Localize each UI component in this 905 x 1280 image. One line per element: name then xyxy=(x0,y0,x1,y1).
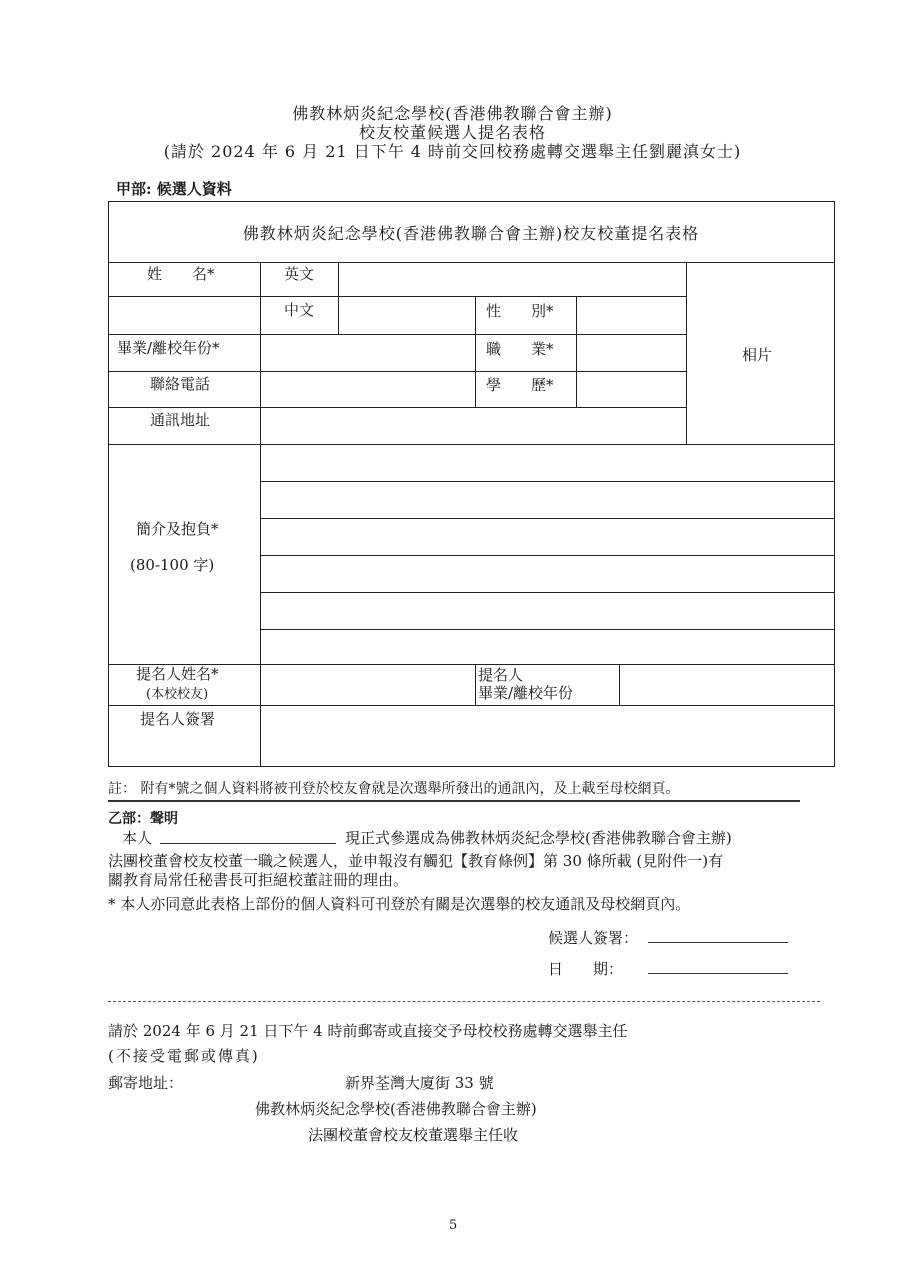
nominator-year-label-2: 畢業/離校年份 xyxy=(478,684,574,702)
phone-label: 聯絡電話 xyxy=(150,375,211,393)
graduation-year-label: 畢業/離校年份* xyxy=(117,339,220,357)
candidate-signature-line[interactable] xyxy=(648,942,788,943)
gender-field[interactable] xyxy=(577,297,685,334)
footer-deadline: 請於 2024 年 6 月 21 日下午 4 時前郵寄或直接交予母校校務處轉交選舉主任 xyxy=(108,1022,628,1040)
declaration-prefix: 本人 xyxy=(122,829,153,847)
photo-label: 相片 xyxy=(742,346,773,364)
nominator-year-field[interactable] xyxy=(620,665,833,705)
graduation-year-field[interactable] xyxy=(261,335,474,371)
mailing-address-line-1: 新界荃灣大廈街 33 號 xyxy=(345,1074,494,1092)
declaration-line-2: 法團校董會校友校董一職之候選人，並申報沒有觸犯【教育條例】第 30 條所載 (見附件一)有 xyxy=(108,852,724,870)
chinese-name-label: 中文 xyxy=(284,301,315,319)
cut-line xyxy=(108,1001,820,1002)
form-title: 佛教林炳炎紀念學校(香港佛教聯合會主辦)校友校董提名表格 xyxy=(242,224,700,243)
mailing-address-label: 郵寄地址： xyxy=(108,1074,184,1092)
education-field[interactable] xyxy=(577,372,685,407)
nominator-name-field[interactable] xyxy=(261,665,474,705)
footer-no-email: (不接受電郵或傳真) xyxy=(108,1047,260,1065)
header-line-1: 佛教林炳炎紀念學校(香港佛教聯合會主辦) xyxy=(292,104,613,123)
nominator-signature-label: 提名人簽署 xyxy=(140,710,216,728)
date-line[interactable] xyxy=(648,973,788,974)
section-b-title: 乙部：聲明 xyxy=(108,811,178,827)
nominator-name-label: 提名人姓名* xyxy=(136,665,219,683)
date-label: 日 期： xyxy=(548,960,624,978)
photo-box[interactable] xyxy=(687,263,833,444)
occupation-label: 職 業* xyxy=(486,340,554,358)
nominator-year-label-1: 提名人 xyxy=(478,666,524,684)
gender-label: 性 別* xyxy=(486,302,554,320)
mailing-address-line-2: 佛教林炳炎紀念學校(香港佛教聯合會主辦) xyxy=(255,1100,537,1118)
chinese-name-field[interactable] xyxy=(339,297,474,334)
education-label: 學 歷* xyxy=(486,376,554,394)
mailing-address-line-3: 法團校董會校友校董選舉主任收 xyxy=(308,1126,519,1144)
header-line-2: 校友校董候選人提名表格 xyxy=(358,123,546,142)
declaration-line-1: 現正式參選成為佛教林炳炎紀念學校(香港佛教聯合會主辦) xyxy=(345,829,732,847)
intro-word-limit: (80-100 字) xyxy=(130,556,215,574)
occupation-field[interactable] xyxy=(577,335,685,371)
intro-field[interactable] xyxy=(261,445,833,664)
english-name-label: 英文 xyxy=(284,265,315,283)
declaration-line-3: 關教育局常任秘書長可拒絕校董註冊的理由。 xyxy=(108,871,409,889)
phone-field[interactable] xyxy=(261,372,474,407)
consent-text: * 本人亦同意此表格上部份的個人資料可刊登於有關是次選舉的校友通訊及母校網頁內。 xyxy=(108,895,691,913)
header-line-3: (請於 2024 年 6 月 21 日下午 4 時前交回校務處轉交選舉主任劉麗滇女士) xyxy=(163,142,742,161)
nominator-alumni-note: (本校校友) xyxy=(146,687,209,702)
english-name-field[interactable] xyxy=(339,263,685,296)
name-label: 姓 名* xyxy=(147,265,215,283)
page-number: 5 xyxy=(449,1218,458,1233)
address-label: 通訊地址 xyxy=(150,411,211,429)
note-text: 註： 附有*號之個人資料將被刊登於校友會就是次選舉所發出的通訊內，及上載至母校網頁。 xyxy=(108,781,680,797)
declarant-name-line[interactable] xyxy=(160,843,336,844)
nominator-signature-field[interactable] xyxy=(261,706,833,766)
candidate-signature-label: 候選人簽署： xyxy=(548,929,639,947)
address-field[interactable] xyxy=(261,408,685,444)
intro-label: 簡介及抱負* xyxy=(136,520,219,538)
section-a-title: 甲部: 候選人資料 xyxy=(116,180,232,198)
divider-line xyxy=(108,800,800,802)
